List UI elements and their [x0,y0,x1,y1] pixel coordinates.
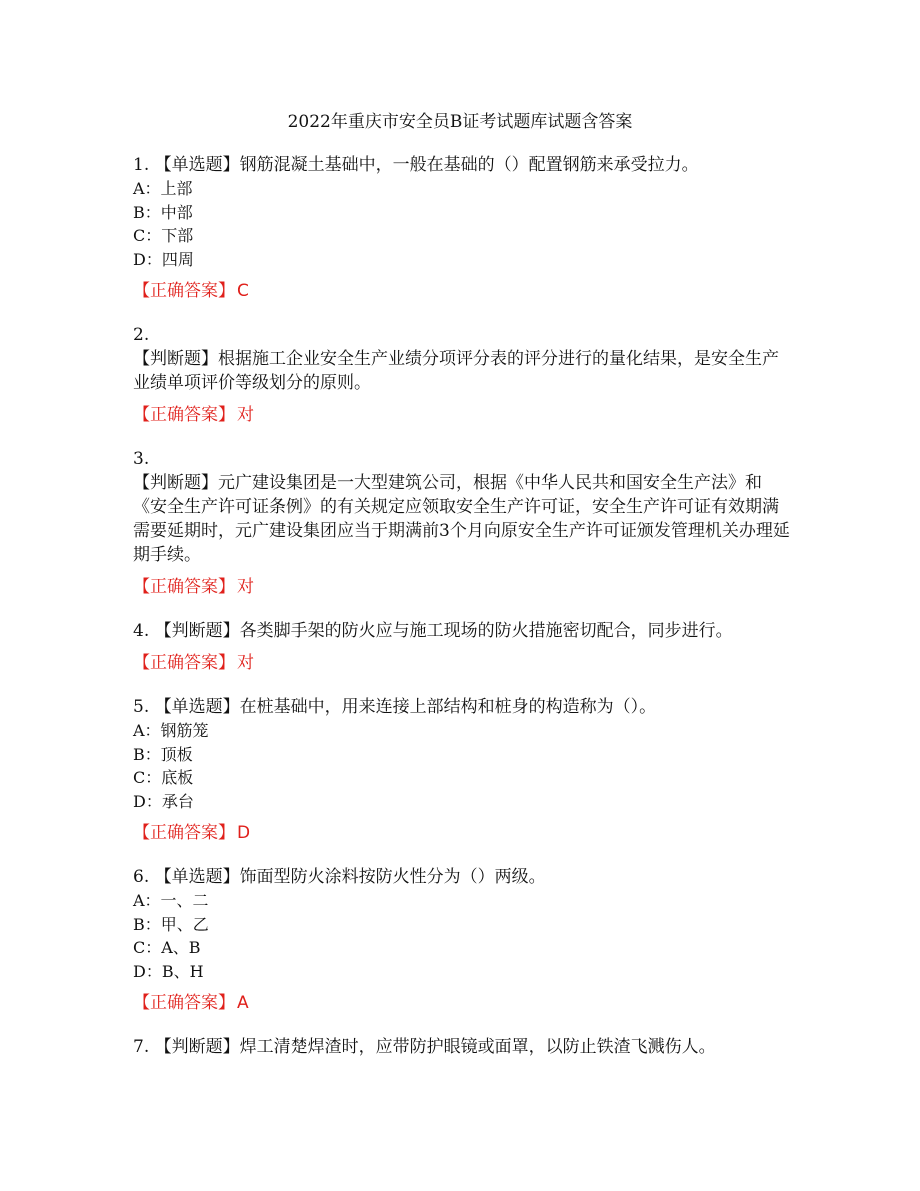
answer-label: 【正确答案】 [133,653,235,673]
option-a: A：钢筋笼 [133,721,209,740]
question-item [133,619,793,675]
option-a: A：上部 [133,179,193,198]
question-stem [133,1035,793,1059]
question-text: 钢筋混凝土基础中，一般在基础的（）配置钢筋来承受拉力。 [239,155,699,175]
option-d: D：B、H [133,961,204,981]
question-number: 2. [133,325,150,345]
option-c: C：A、B [133,938,201,957]
question-type: 【判断题】 [154,1037,240,1057]
question-stem [133,619,793,643]
question-item [133,1035,793,1059]
question-stem [133,153,793,177]
question-text: 在桩基础中，用来连接上部结构和桩身的构造称为（）。 [239,697,657,717]
correct-answer [133,279,793,303]
option-b: B：中部 [133,202,193,222]
option-b: B：顶板 [133,744,193,764]
option-a: A：一、二 [133,891,209,910]
question-text: 各类脚手架的防火应与施工现场的防火措施密切配合，同步进行。 [239,621,733,641]
question-text: 焊工清楚焊渣时，应带防护眼镜或面罩，以防止铁渣飞溅伤人。 [239,1037,716,1057]
question-stem [133,695,793,719]
question-number: 7. [133,1037,150,1057]
question-number: 4. [133,621,150,641]
question-type: 【判断题】 [133,349,218,369]
question-item [133,695,793,845]
question-text: 根据施工企业安全生产业绩分项评分表的评分进行的量化结果，是安全生产业绩单项评价等级划分的原则。 [133,349,779,393]
correct-answer [133,575,793,599]
question-number: 1. [133,155,150,175]
option-c: C：底板 [133,768,194,787]
correct-answer [133,991,793,1015]
question-item [133,865,793,1015]
question-stem [133,865,793,889]
answer-value: 对 [237,405,254,425]
question-text: 饰面型防火涂料按防火性分为（）两级。 [239,867,546,887]
question-item [133,447,793,599]
document-title: 2022年重庆市安全员B证考试题库试题含答案 [287,112,633,132]
answer-label: 【正确答案】 [133,405,235,425]
answer-label: 【正确答案】 [133,577,235,597]
option-d: D：四周 [133,249,194,269]
correct-answer [133,821,793,845]
question-type: 【单选题】 [154,867,240,887]
question-number: 5. [133,697,150,717]
correct-answer [133,651,793,675]
question-type: 【单选题】 [154,697,240,717]
question-stem [133,347,793,395]
answer-value: C [237,281,249,301]
answer-value: 对 [237,653,254,673]
option-d: D：承台 [133,791,194,811]
answer-value: A [237,993,249,1013]
correct-answer [133,403,793,427]
answer-value: D [237,823,251,843]
answer-label: 【正确答案】 [133,281,235,301]
option-b: B：甲、乙 [133,914,209,934]
option-c: C：下部 [133,226,194,245]
question-type: 【判断题】 [154,621,240,641]
question-type: 【判断题】 [133,473,218,493]
question-list [133,153,793,1079]
question-stem [133,471,793,567]
question-item [133,323,793,427]
question-text: 元广建设集团是一大型建筑公司，根据《中华人民共和国安全生产法》和《安全生产许可证条例》的有关规定应领取安全生产许可证，安全生产许可证有效期满需要延期时，元广建设集团应当于期满前3个月向原安全生产许可证颁发管理机关办理延期手续。 [133,473,790,565]
answer-label: 【正确答案】 [133,993,235,1013]
question-type: 【单选题】 [154,155,240,175]
answer-label: 【正确答案】 [133,823,235,843]
answer-value: 对 [237,577,254,597]
question-number: 6. [133,867,150,887]
question-number: 3. [133,449,150,469]
question-item [133,153,793,303]
